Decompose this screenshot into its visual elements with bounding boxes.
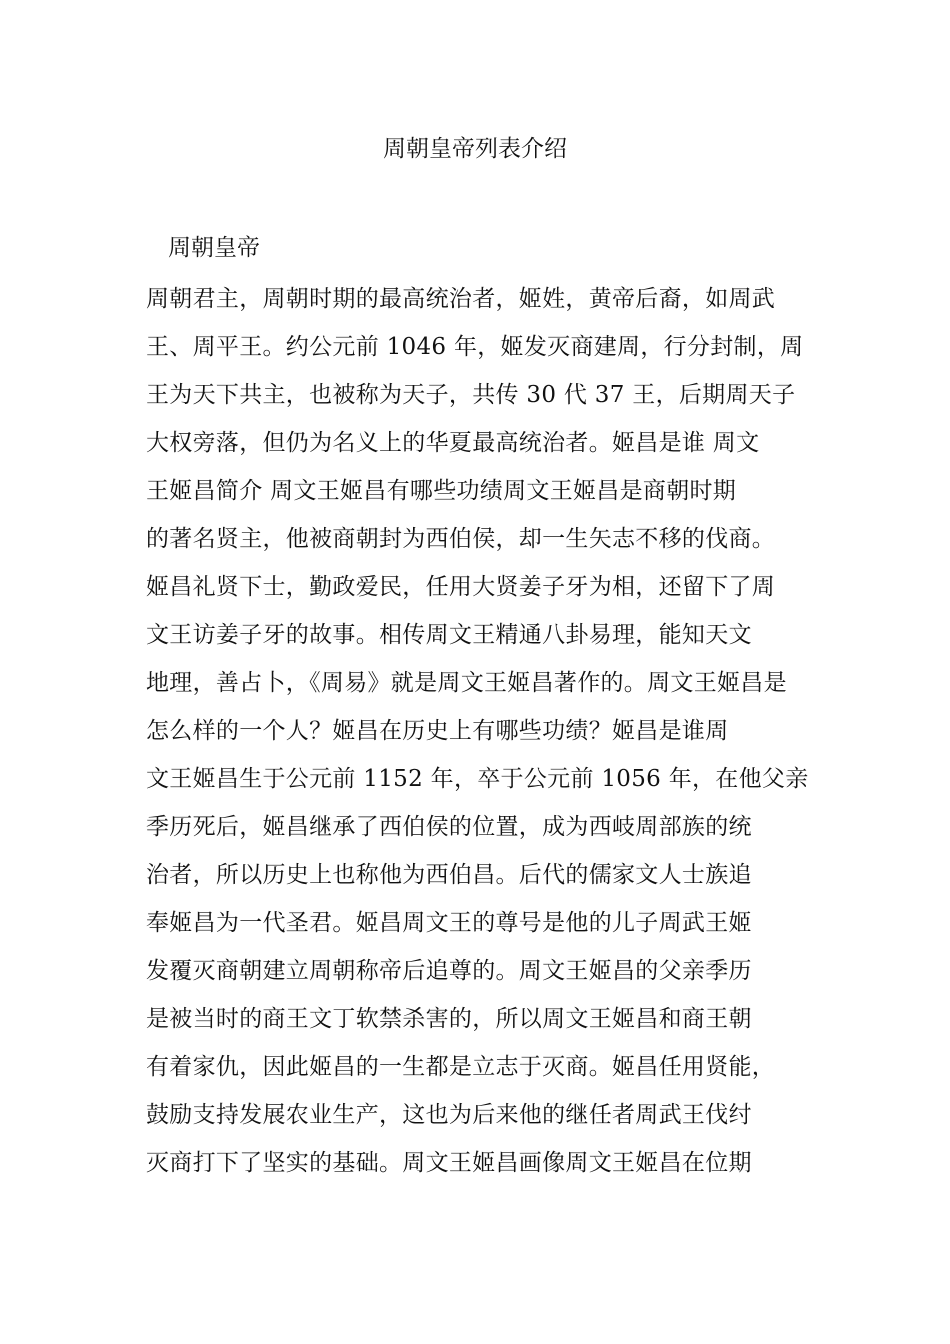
text-line: 发覆灭商朝建立周朝称帝后追尊的。周文王姬昌的父亲季历: [146, 958, 752, 984]
document-title: 周朝皇帝列表介绍: [383, 136, 567, 162]
text-line: 文王姬昌生于公元前 1152 年，卒于公元前 1056 年，在他父亲: [146, 766, 809, 792]
text-line: 鼓励支持发展农业生产，这也为后来他的继任者周武王伐纣: [146, 1102, 752, 1128]
text-line: 季历死后，姬昌继承了西伯侯的位置，成为西岐周部族的统: [146, 814, 752, 840]
section-heading: 周朝皇帝: [168, 235, 260, 261]
body-paragraph: [146, 283, 810, 1195]
text-line: 大权旁落，但仍为名义上的华夏最高统治者。姬昌是谁 周文: [146, 430, 760, 456]
text-line: 文王访姜子牙的故事。相传周文王精通八卦易理，能知天文: [146, 622, 752, 648]
text-line: 是被当时的商王文丁软禁杀害的，所以周文王姬昌和商王朝: [146, 1006, 752, 1032]
text-line: 怎么样的一个人？姬昌在历史上有哪些功绩？姬昌是谁周: [146, 718, 729, 744]
text-line: 王姬昌简介 周文王姬昌有哪些功绩周文王姬昌是商朝时期: [146, 478, 737, 504]
text-line: 周朝君主，周朝时期的最高统治者，姬姓，黄帝后裔，如周武: [146, 286, 776, 312]
text-line: 灭商打下了坚实的基础。周文王姬昌画像周文王姬昌在位期: [146, 1150, 752, 1176]
text-line: 奉姬昌为一代圣君。姬昌周文王的尊号是他的儿子周武王姬: [146, 910, 752, 936]
text-line: 的著名贤主，他被商朝封为西伯侯，却一生矢志不移的伐商。: [146, 526, 776, 552]
text-line: 姬昌礼贤下士，勤政爱民，任用大贤姜子牙为相，还留下了周: [146, 574, 776, 600]
text-line: 有着家仇，因此姬昌的一生都是立志于灭商。姬昌任用贤能，: [146, 1054, 776, 1080]
text-line: 王、周平王。约公元前 1046 年，姬发灭商建周，行分封制，周: [146, 334, 804, 360]
text-line: 治者，所以历史上也称他为西伯昌。后代的儒家文人士族追: [146, 862, 752, 888]
text-line: 王为天下共主，也被称为天子，共传 30 代 37 王，后期周天子: [146, 382, 796, 408]
text-line: 地理，善占卜，《周易》就是周文王姬昌著作的。周文王姬昌是: [146, 670, 787, 696]
